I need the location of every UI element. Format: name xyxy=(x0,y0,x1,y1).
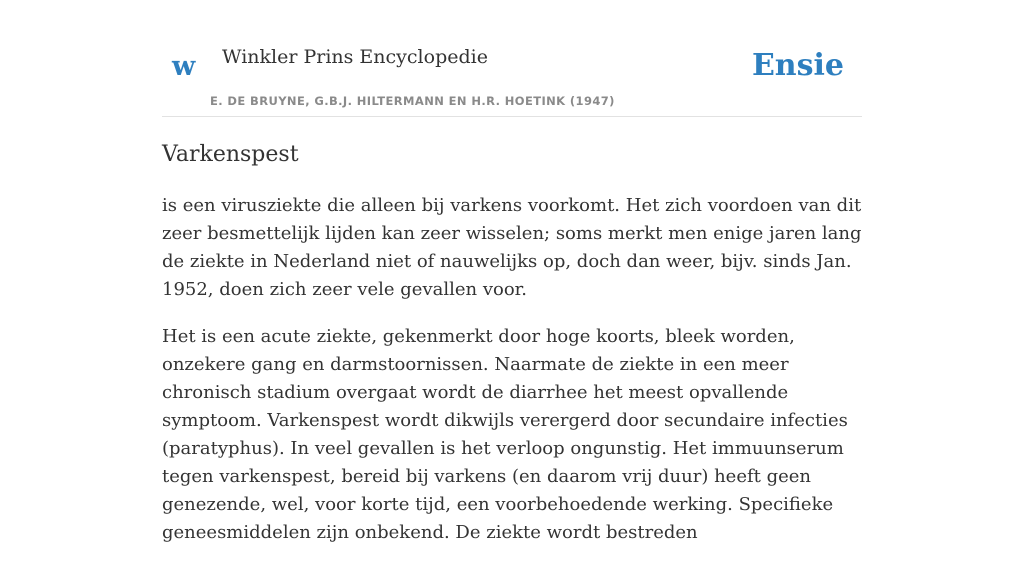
brand-logo[interactable]: Ensie xyxy=(751,48,844,83)
site-subtitle: E. DE BRUYNE, G.B.J. HILTERMANN EN H.R. HOETINK (1947) xyxy=(210,94,615,108)
article xyxy=(162,140,862,566)
site-header xyxy=(162,0,862,117)
article-title: Varkenspest xyxy=(162,142,299,167)
article-paragraph: is een virusziekte die alleen bij varkens voorkomt. Het zich voordoen van dit zeer besmettelijk lijden kan zeer wisselen; soms merkt men enige jaren lang de ziekte in Nederland niet of nauwelijks op, doch dan weer, bijv. sinds Jan. 1952, doen zich zeer vele gevallen voor. xyxy=(162,195,862,300)
site-logo-icon[interactable]: w xyxy=(172,51,196,82)
article-paragraph: Het is een acute ziekte, gekenmerkt door hoge koorts, bleek worden, onzekere gang en darmstoornissen. Naarmate de ziekte in een meer chronisch stadium overgaat wordt de diarrhee het meest opvallende symptoom. Varkenspest wordt dikwijls verergerd door secundaire infecties (paratyphus). In veel gevallen is het verloop ongunstig. Het immuunserum tegen varkenspest, bereid bij varkens (en daarom vrij duur) heeft geen genezende, wel, voor korte tijd, een voorbehoedende werking. Specifieke geneesmiddelen zijn onbekend. De ziekte wordt bestreden xyxy=(162,326,848,543)
site-title[interactable]: Winkler Prins Encyclopedie xyxy=(222,46,488,68)
